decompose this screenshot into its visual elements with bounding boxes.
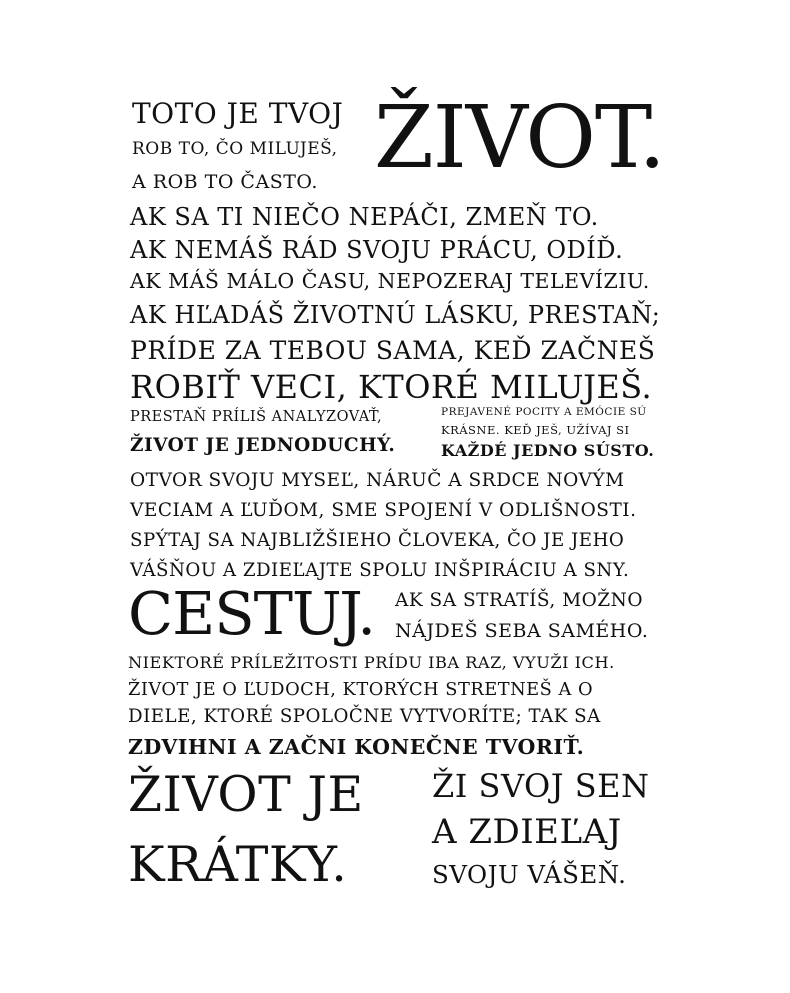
block-line-1: AK SA TI NIEČO NEPÁČI, ZMEŇ TO. <box>130 203 599 231</box>
right-small-line-3: KAŽDÉ JEDNO SÚSTO. <box>441 441 655 460</box>
right-small-line-1: PREJAVENÉ POCITY A EMÓCIE SÚ <box>441 406 647 418</box>
cestuj-word: CESTUJ. <box>128 579 375 648</box>
lower-line-1: NIEKTORÉ PRÍLEŽITOSTI PRÍDU IBA RAZ, VYUŽI ICH. <box>128 653 615 672</box>
bold-call-line: ZDVIHNI A ZAČNI KONEČNE TVORIŤ. <box>128 735 585 759</box>
block-line-4: AK HĽADÁŠ ŽIVOTNÚ LÁSKU, PRESTAŇ; <box>130 301 661 329</box>
bottom-left-line-1: ŽIVOT JE <box>128 766 364 823</box>
cestuj-side-line-1: AK SA STRATÍŠ, MOŽNO <box>395 590 644 611</box>
bottom-left-line-2: KRÁTKY. <box>128 836 348 893</box>
top-left-line-1: TOTO JE TVOJ <box>132 97 344 130</box>
bottom-right-line-1: ŽI SVOJ SEN <box>432 767 650 805</box>
block-line-5: PRÍDE ZA TEBOU SAMA, KEĎ ZAČNEŠ <box>130 336 656 365</box>
lower-line-2: ŽIVOT JE O ĽUDOCH, KTORÝCH STRETNEŠ A O <box>128 679 594 700</box>
mid-line-1: OTVOR SVOJU MYSEĽ, NÁRUČ A SRDCE NOVÝM <box>130 470 625 491</box>
bottom-right-line-3: SVOJU VÁŠEŇ. <box>432 860 627 889</box>
mid-line-2: VECIAM A ĽUĎOM, SME SPOJENÍ V ODLIŠNOSTI. <box>130 500 637 521</box>
block-line-3: AK MÁŠ MÁLO ČASU, NEPOZERAJ TELEVÍZIU. <box>130 269 650 293</box>
left-small-line-2: ŽIVOT JE JEDNODUCHÝ. <box>130 435 396 456</box>
bottom-right-line-2: A ZDIEĽAJ <box>432 812 622 852</box>
top-left-line-3: A ROB TO ČASTO. <box>132 171 318 193</box>
top-left-line-2: ROB TO, ČO MILUJEŠ, <box>132 139 338 159</box>
big-word-zivot: ŽIVOT. <box>374 88 665 188</box>
right-small-line-2: KRÁSNE. KEĎ JEŠ, UŽÍVAJ SI <box>441 423 630 437</box>
mid-line-3: SPÝTAJ SA NAJBLIŽŠIEHO ČLOVEKA, ČO JE JEHO <box>130 530 625 551</box>
cestuj-side-line-2: NÁJDEŠ SEBA SAMÉHO. <box>395 620 649 642</box>
block-line-2: AK NEMÁŠ RÁD SVOJU PRÁCU, ODÍĎ. <box>130 236 624 264</box>
lower-line-3: DIELE, KTORÉ SPOLOČNE VYTVORÍTE; TAK SA <box>128 706 601 727</box>
left-small-line-1: PRESTAŇ PRÍLIŠ ANALYZOVAŤ, <box>130 409 383 425</box>
robit-veci-line: ROBIŤ VECI, KTORÉ MILUJEŠ. <box>130 368 653 406</box>
mid-line-4: VÁŠŇOU A ZDIEĽAJTE SPOLU INŠPIRÁCIU A SNY. <box>130 560 630 581</box>
